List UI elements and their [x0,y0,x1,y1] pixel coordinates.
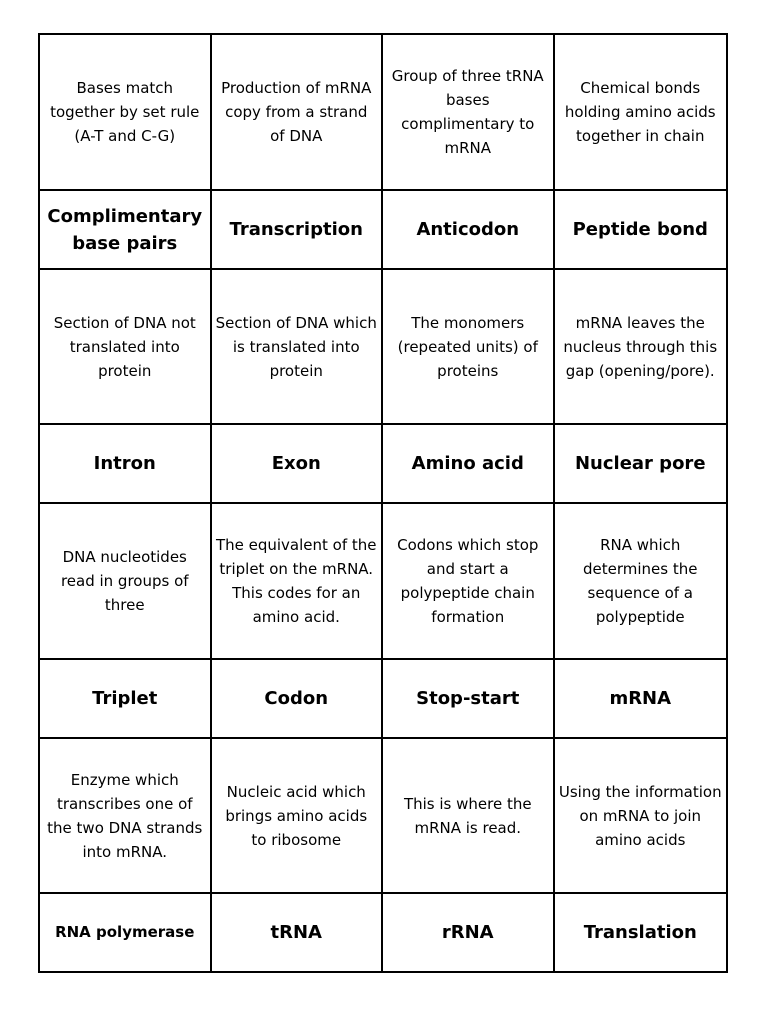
definition-card-rna-polymerase: Enzyme which transcribes one of the two DNA strands into mRNA. [40,739,212,894]
term-card-peptide-bond: Peptide bond [555,191,727,270]
term-card-nuclear-pore: Nuclear pore [555,425,727,504]
term-card-amino-acid: Amino acid [383,425,555,504]
definition-card-amino-acid: The monomers (repeated units) of proteins [383,270,555,425]
term-card-rna-polymerase: RNA polymerase [40,894,212,971]
definition-card-nuclear-pore: mRNA leaves the nucleus through this gap (opening/pore). [555,270,727,425]
term-card-anticodon: Anticodon [383,191,555,270]
term-card-codon: Codon [212,660,384,739]
definition-card-anticodon: Group of three tRNA bases complimentary to mRNA [383,35,555,191]
definition-card-triplet: DNA nucleotides read in groups of three [40,504,212,660]
definition-card-transcription: Production of mRNA copy from a strand of DNA [212,35,384,191]
term-row [40,191,726,270]
term-card-transcription: Transcription [212,191,384,270]
card-sheet [38,33,728,973]
term-card-trna: tRNA [212,894,384,971]
term-card-rrna: rRNA [383,894,555,971]
definition-card-trna: Nucleic acid which brings amino acids to ribosome [212,739,384,894]
term-card-stop-start: Stop-start [383,660,555,739]
definition-card-stop-start: Codons which stop and start a polypeptide chain formation [383,504,555,660]
definition-card-intron: Section of DNA not translated into protein [40,270,212,425]
definition-card-mrna: RNA which determines the sequence of a polypeptide [555,504,727,660]
term-card-complimentary-base-pairs: Complimentary base pairs [40,191,212,270]
term-card-exon: Exon [212,425,384,504]
definition-card-peptide-bond: Chemical bonds holding amino acids together in chain [555,35,727,191]
definition-row [40,504,726,660]
term-card-intron: Intron [40,425,212,504]
definition-card-complimentary-base-pairs: Bases match together by set rule (A-T and C-G) [40,35,212,191]
term-card-translation: Translation [583,922,697,943]
term-row [40,894,726,971]
definition-card-exon: Section of DNA which is translated into protein [212,270,384,425]
term-row [40,425,726,504]
term-card-triplet: Triplet [40,660,212,739]
definition-card-codon: The equivalent of the triplet on the mRNA. This codes for an amino acid. [212,504,384,660]
term-row [40,660,726,739]
definition-row [40,270,726,425]
term-card-mrna: mRNA [555,660,727,739]
definition-card-translation: Using the information on mRNA to join amino acids [555,739,727,894]
definition-card-rrna: This is where the mRNA is read. [383,739,555,894]
definition-row [40,35,726,191]
definition-row [40,739,726,894]
